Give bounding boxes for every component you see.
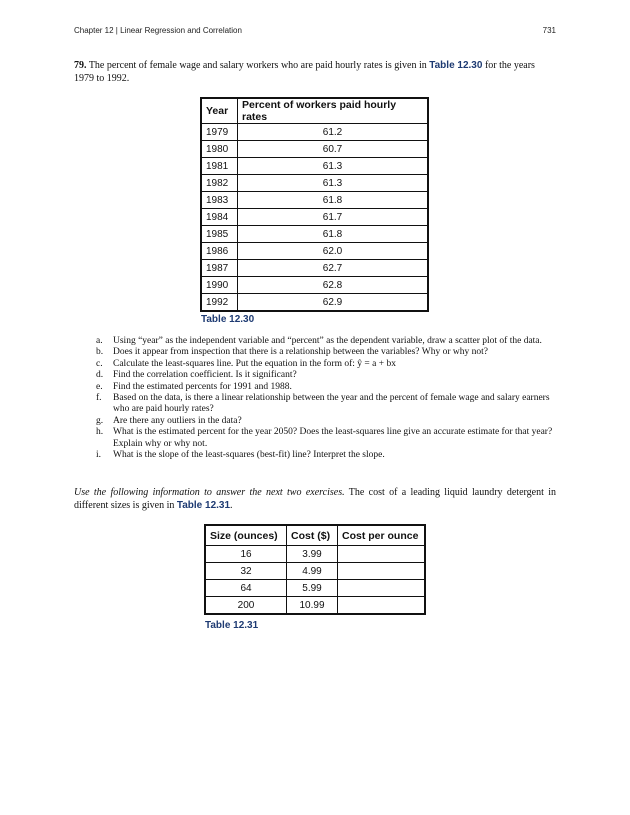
question-letter: a. (96, 336, 103, 346)
problem-number: 79. (74, 60, 87, 71)
table-cell: 61.3 (238, 158, 429, 175)
table-cell: 62.7 (238, 260, 429, 277)
column-header: Cost ($) (287, 525, 338, 546)
page-header (74, 26, 556, 38)
table-cell: 1983 (201, 192, 238, 209)
intro-italic: Use the following information to answer the next two exercises. (74, 487, 345, 498)
table-row (201, 158, 428, 175)
table-row (205, 563, 425, 580)
table-cell: 1984 (201, 209, 238, 226)
question-letter: b. (96, 347, 104, 358)
table-cell: 32 (205, 563, 287, 580)
table-row (205, 597, 425, 615)
table-row (201, 124, 428, 141)
question-item (96, 416, 556, 427)
question-letter: d. (96, 370, 104, 381)
table-cell: 62.8 (238, 277, 429, 294)
table-cell: 62.0 (238, 243, 429, 260)
chapter-title: Chapter 12 | Linear Regression and Correlation (74, 26, 242, 35)
question-text: What is the slope of the least-squares (best-fit) line? Interpret the slope. (113, 450, 385, 461)
table-header-row (201, 98, 428, 124)
table-row (201, 294, 428, 312)
question-text: Does it appear from inspection that there is a relationship between the variables? Why or why not? (113, 347, 488, 358)
page-number: 731 (542, 26, 556, 35)
table-cell: 60.7 (238, 141, 429, 158)
table-cell: 1980 (201, 141, 238, 158)
table-row (201, 260, 428, 277)
question-text: Using “year” as the independent variable and “percent” as the dependent variable, draw a scatter plot of the data. (113, 336, 542, 346)
table-row (201, 192, 428, 209)
table-cell (338, 580, 426, 597)
table-reference-link[interactable]: Table 12.30 (429, 60, 483, 71)
question-item (96, 427, 556, 450)
hourly-rates-table (200, 97, 429, 312)
table-cell: 1979 (201, 124, 238, 141)
question-text: Are there any outliers in the data? (113, 415, 242, 426)
question-item (96, 336, 556, 347)
table-cell: 61.2 (238, 124, 429, 141)
problem-text: The percent of female wage and salary workers who are paid hourly rates is given in (86, 60, 430, 71)
column-header: Cost per ounce (338, 525, 426, 546)
question-text: What is the estimated percent for the year 2050? Does the least-squares line give an accurate estimate for that year? Explain why or why not. (113, 427, 553, 449)
exercise-intro (74, 486, 556, 512)
table-cell: 1987 (201, 260, 238, 277)
table-cell (338, 597, 426, 615)
table-cell: 1982 (201, 175, 238, 192)
table-row (205, 580, 425, 597)
table-row (201, 209, 428, 226)
question-item (96, 393, 556, 416)
table-row (201, 175, 428, 192)
table-reference-link[interactable]: Table 12.31 (176, 500, 231, 511)
question-item (96, 382, 556, 393)
table-cell: 1986 (201, 243, 238, 260)
detergent-cost-table (204, 524, 426, 615)
question-letter: i. (96, 450, 102, 461)
question-letter: c. (96, 358, 103, 369)
table-caption: Table 12.30 (201, 314, 255, 325)
question-item (96, 370, 556, 381)
table-cell: 64 (205, 580, 287, 597)
table-cell: 1992 (201, 294, 238, 312)
table-cell: 4.99 (287, 563, 338, 580)
question-item (96, 450, 556, 461)
question-letter: g. (96, 415, 104, 426)
question-list (96, 336, 556, 461)
intro-end: . (230, 500, 233, 511)
question-text: Find the estimated percents for 1991 and 1988. (113, 381, 292, 392)
table-cell: 16 (205, 546, 287, 563)
table-row (205, 546, 425, 563)
table-cell: 62.9 (238, 294, 429, 312)
table-row (201, 226, 428, 243)
table-row (201, 141, 428, 158)
table-row (201, 277, 428, 294)
column-header: Year (201, 98, 238, 124)
question-text: Calculate the least-squares line. Put the equation in the form of: ŷ = a + bx (113, 358, 396, 369)
question-item (96, 347, 556, 358)
question-text: Based on the data, is there a linear relationship between the year and the percent of female wage and salary earners who are paid hourly rates? (113, 393, 550, 415)
table-header-row (205, 525, 425, 546)
table-cell (338, 546, 426, 563)
table-cell: 5.99 (287, 580, 338, 597)
table-caption: Table 12.31 (205, 620, 259, 631)
problem-text-end: for the years 1979 to 1992. (74, 60, 535, 84)
question-letter: e. (96, 381, 103, 392)
column-header: Percent of workers paid hourly rates (238, 98, 429, 124)
table-cell: 1990 (201, 277, 238, 294)
table-cell: 10.99 (287, 597, 338, 615)
problem-79 (74, 59, 556, 85)
question-item (96, 359, 556, 370)
table-cell: 1981 (201, 158, 238, 175)
table-cell: 200 (205, 597, 287, 615)
table-cell: 61.8 (238, 226, 429, 243)
table-row (201, 243, 428, 260)
question-letter: f. (96, 393, 102, 404)
column-header: Size (ounces) (205, 525, 287, 546)
table-cell: 1985 (201, 226, 238, 243)
question-text: Find the correlation coefficient. Is it significant? (113, 370, 297, 381)
table-cell: 61.8 (238, 192, 429, 209)
table-cell: 61.3 (238, 175, 429, 192)
intro-text: The cost of a leading liquid laundry detergent in different sizes is given in (74, 487, 556, 511)
question-letter: h. (96, 427, 104, 438)
table-cell: 61.7 (238, 209, 429, 226)
table-cell: 3.99 (287, 546, 338, 563)
table-cell (338, 563, 426, 580)
